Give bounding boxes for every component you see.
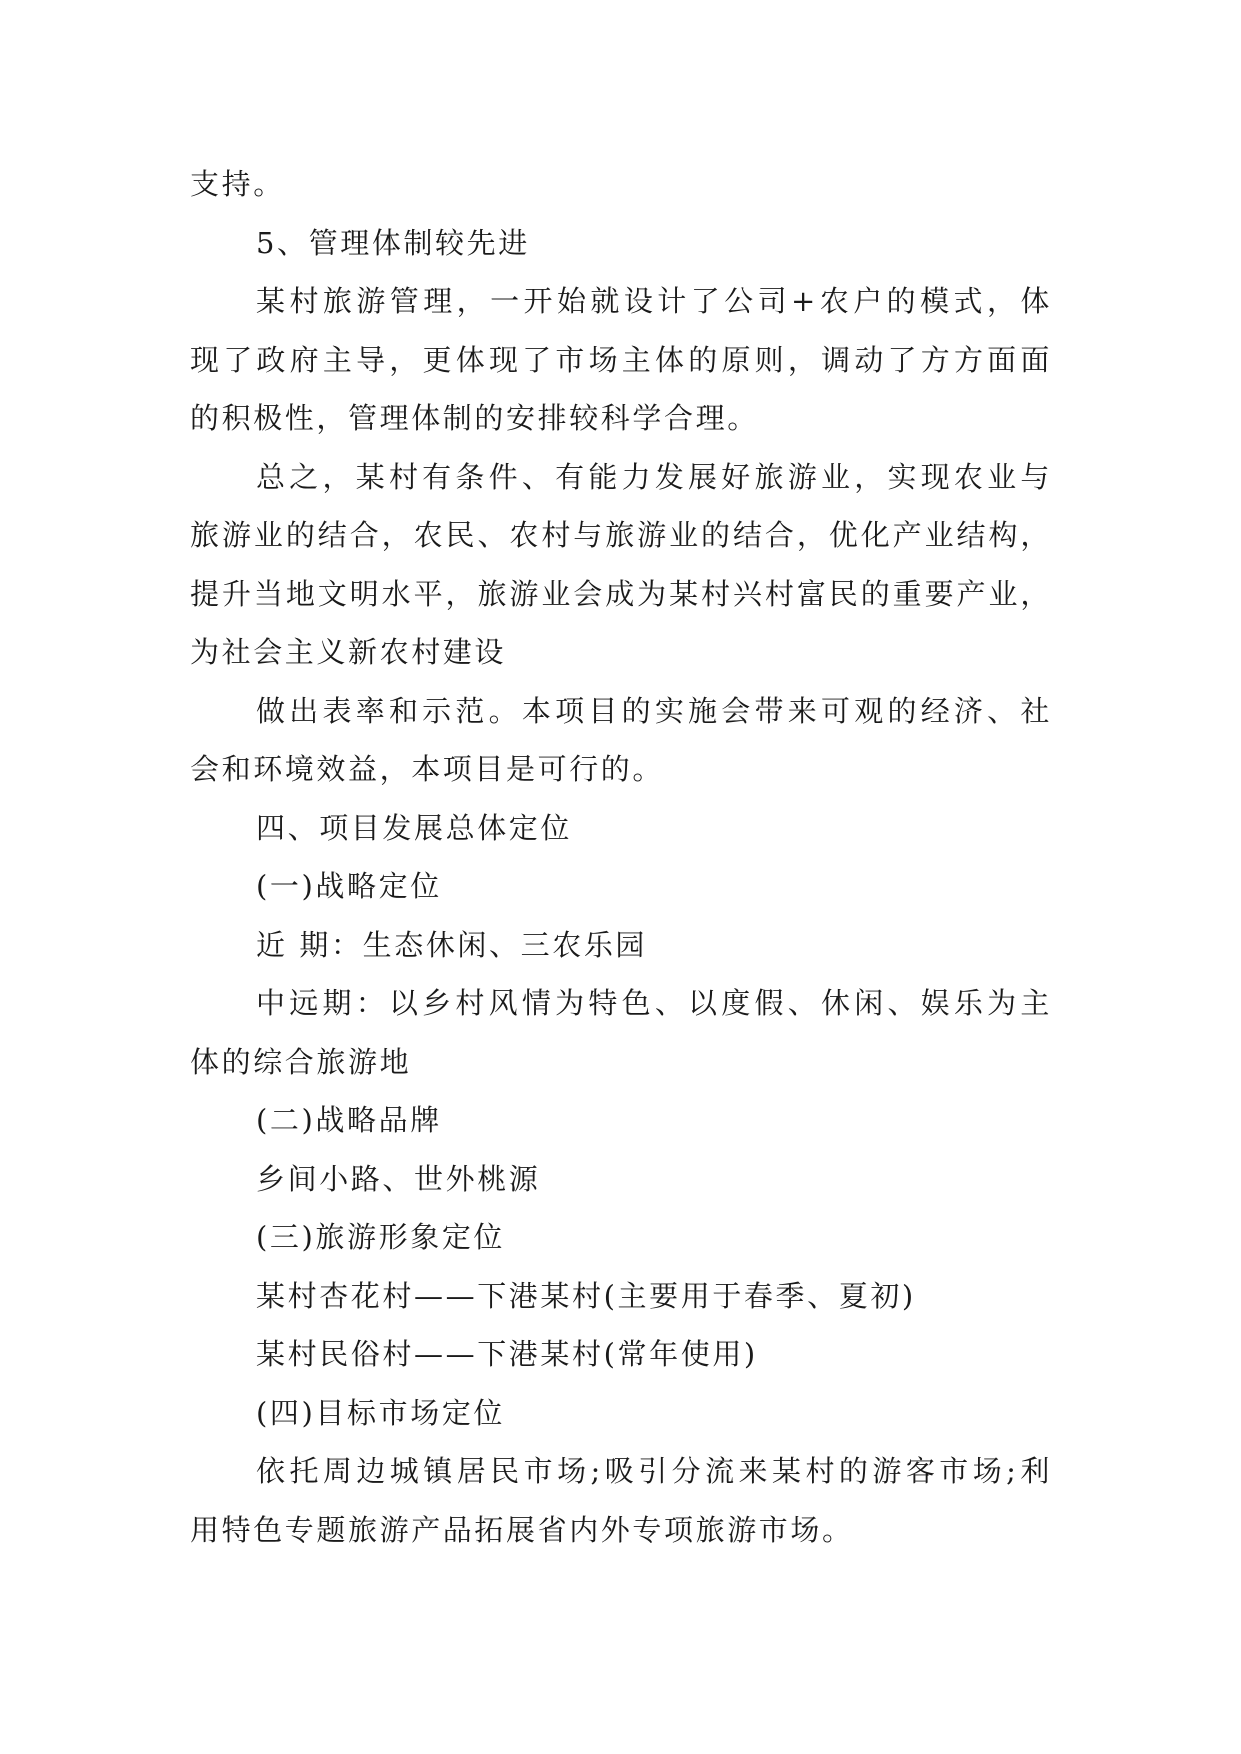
text-line: 现了政府主导，更体现了市场主体的原则，调动了方方面面 — [190, 342, 1052, 377]
text-line: 会和环境效益，本项目是可行的。 — [190, 752, 665, 786]
text-line: 某村民俗村——下港某村(常年使用) — [256, 1337, 758, 1371]
text-line: 的积极性，管理体制的安排较科学合理。 — [190, 401, 759, 435]
text-line: 中远期：以乡村风情为特色、以度假、休闲、娱乐为主 — [256, 986, 1052, 1020]
text-line: 某村旅游管理，一开始就设计了公司+农户的模式，体 — [256, 284, 1052, 318]
text-line: 旅游业的结合，农民、农村与旅游业的结合，优化产业结构， — [190, 518, 1052, 552]
subsection-heading: (四)目标市场定位 — [256, 1395, 506, 1430]
text-line: 提升当地文明水平，旅游业会成为某村兴村富民的重要产业， — [190, 576, 1052, 611]
text-line: 支持。 — [190, 167, 285, 201]
text-line: 用特色专题旅游产品拓展省内外专项旅游市场。 — [190, 1512, 854, 1547]
section-heading: 5、管理体制较先进 — [256, 225, 530, 260]
text-line: 近 期：生态休闲、三农乐园 — [256, 927, 648, 962]
text-line: 乡间小路、世外桃源 — [256, 1161, 541, 1196]
text-line: 依托周边城镇居民市场;吸引分流来某村的游客市场;利 — [256, 1454, 1052, 1488]
document-body — [190, 155, 1052, 1559]
subsection-heading: (二)战略品牌 — [256, 1103, 442, 1137]
subsection-heading: (三)旅游形象定位 — [256, 1220, 506, 1254]
text-line: 做出表率和示范。本项目的实施会带来可观的经济、社 — [256, 693, 1052, 728]
text-line: 体的综合旅游地 — [190, 1044, 412, 1079]
text-line: 总之，某村有条件、有能力发展好旅游业，实现农业与 — [256, 459, 1052, 494]
subsection-heading: (一)战略定位 — [256, 869, 442, 903]
text-line: 为社会主义新农村建设 — [190, 635, 507, 669]
section-heading: 四、项目发展总体定位 — [256, 810, 573, 845]
text-line: 某村杏花村——下港某村(主要用于春季、夏初) — [256, 1278, 916, 1313]
